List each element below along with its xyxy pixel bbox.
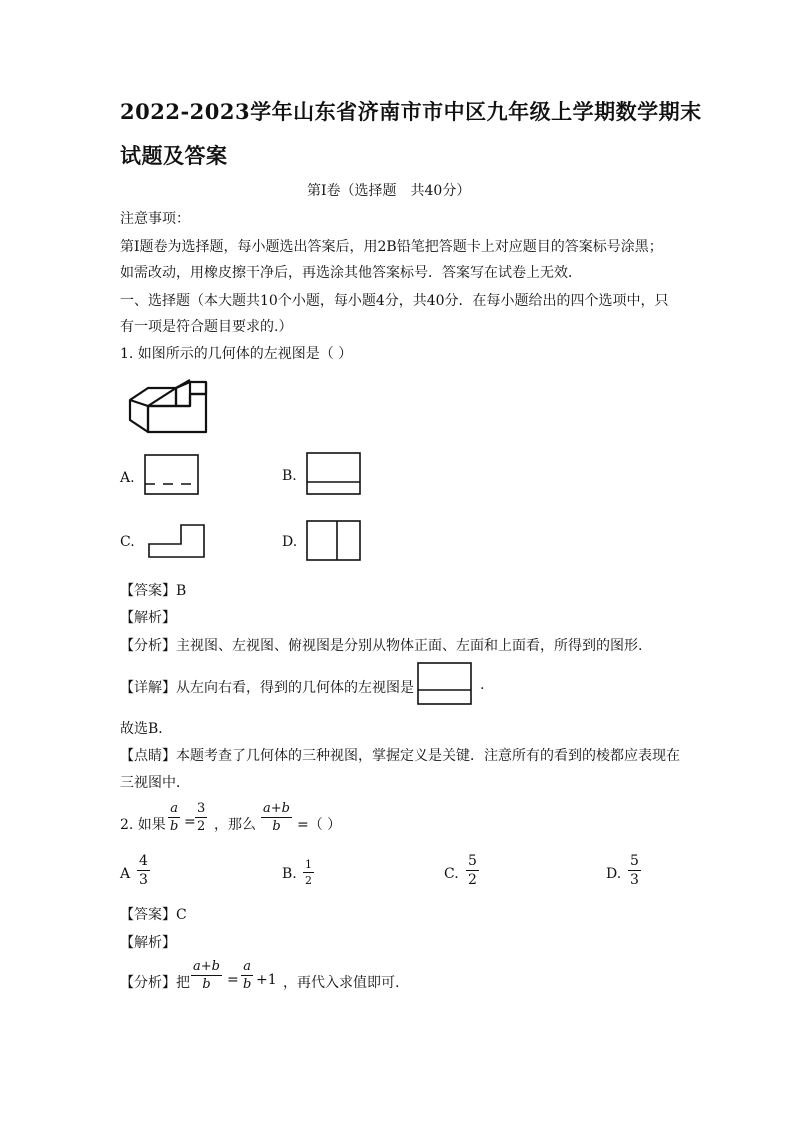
q1-answer-tag: 【答案】 — [120, 583, 176, 599]
q2-frac2-den: 2 — [197, 819, 206, 834]
q2-fenxi-frac1-den: b — [202, 977, 211, 992]
q2-opt-d-num: 5 — [630, 853, 639, 869]
q2-fenxi — [120, 972, 190, 992]
q1-option-c-figure — [148, 524, 206, 558]
q2-opt-b-num: 1 — [305, 858, 312, 871]
q1-option-d-label: D. — [282, 534, 298, 550]
q2-option-d-value — [628, 853, 641, 888]
section-header: 第Ⅰ卷（选择题 共40分） — [307, 183, 471, 199]
q2-fenxi-frac2-den: b — [243, 977, 252, 992]
q1-answer-value: B — [176, 583, 187, 599]
q2-fenxi-plus-one: +1 — [256, 972, 277, 988]
q1-option-b-label: B. — [282, 468, 297, 484]
q1-detail-text: 从左向右看，得到的几何体的左视图是 — [176, 680, 414, 696]
q2-fenxi-frac-apb — [191, 959, 222, 992]
q1-option-c-label: C. — [120, 534, 135, 550]
q2-stem-prefix: 2. 如果 — [120, 817, 166, 833]
q2-opt-a-den: 3 — [139, 872, 148, 888]
q1-answer — [120, 580, 186, 600]
q1-detail-figure — [417, 662, 473, 706]
q1-detail-end: . — [480, 677, 485, 693]
q2-fenxi-suffix: ，再代入求值即可. — [283, 975, 400, 991]
page-title-line2: 试题及答案 — [120, 143, 228, 168]
q2-option-c-value — [466, 853, 479, 888]
q2-option-b-value — [303, 858, 314, 887]
q1-comment-tag: 【点睛】 — [120, 748, 176, 764]
q2-opt-a-num: 4 — [139, 853, 148, 869]
page-title-line1: 2022-2023学年山东省济南市市中区九年级上学期数学期末 — [120, 99, 702, 124]
q1-option-b-figure — [306, 452, 362, 496]
q2-frac3-den: b — [272, 819, 281, 834]
q2-fraction-a-over-b — [168, 801, 180, 834]
q2-fenxi-frac1-num: a+b — [193, 959, 220, 974]
q2-frac3-num: a+b — [263, 801, 290, 816]
q2-fenxi-tag: 【分析】 — [120, 975, 176, 991]
part-line-1: 一、选择题（本大题共10个小题，每小题4分，共40分．在每小题给出的四个选项中，只 — [120, 293, 669, 309]
q2-opt-c-den: 2 — [468, 872, 477, 888]
q2-fenxi-frac-ab — [241, 959, 253, 992]
q1-comment-line2: 三视图中． — [120, 775, 190, 791]
q1-comment — [120, 745, 680, 765]
q2-option-b-label: B. — [282, 866, 297, 882]
q1-option-d-figure — [306, 520, 362, 562]
q2-option-c-label: C. — [444, 866, 459, 882]
q2-fenxi-equals: = — [227, 972, 239, 988]
q2-opt-d-den: 3 — [630, 872, 639, 888]
q2-opt-c-num: 5 — [468, 853, 477, 869]
q1-fenxi-tag: 【分析】 — [120, 638, 176, 654]
notice-line-2: 如需改动，用橡皮擦干净后，再选涂其他答案标号．答案写在试卷上无效． — [120, 265, 582, 281]
part-line-2: 有一项是符合题目要求的.） — [120, 319, 293, 335]
q1-fenxi-text: 主视图、左视图、俯视图是分别从物体正面、左面和上面看，所得到的图形. — [176, 638, 643, 654]
q2-answer-tag: 【答案】 — [120, 907, 176, 923]
notice-line-1: 第Ⅰ题卷为选择题，每小题选出答案后，用2B铅笔把答题卡上对应题目的答案标号涂黑； — [120, 239, 663, 255]
q1-solid-figure — [128, 380, 210, 436]
q2-frac1-num: a — [170, 801, 179, 816]
q2-frac1-den: b — [170, 819, 179, 834]
q1-detail — [120, 677, 414, 697]
q1-conclusion: 故选B． — [120, 721, 173, 737]
q2-answer-value: C — [176, 907, 187, 923]
q2-stem-mid: ，那么 — [214, 817, 256, 833]
q1-analysis-tag: 【解析】 — [120, 610, 176, 626]
notice-title: 注意事项： — [120, 211, 190, 227]
q2-fraction-apb-over-b — [261, 801, 292, 834]
q1-stem: 1. 如图所示的几何体的左视图是（ ） — [120, 346, 353, 362]
q2-opt-b-den: 2 — [305, 874, 312, 887]
q2-equals-1: = — [184, 814, 196, 830]
q1-option-a-label: A. — [120, 470, 135, 486]
q1-comment-line1: 本题考查了几何体的三种视图，掌握定义是关键．注意所有的看到的棱都应表现在 — [176, 748, 680, 764]
q1-option-a-figure — [144, 454, 200, 496]
q1-fenxi — [120, 635, 642, 655]
q2-analysis-tag: 【解析】 — [120, 935, 176, 951]
q2-fenxi-frac2-num: a — [243, 959, 252, 974]
q2-fenxi-prefix: 把 — [176, 975, 190, 991]
q2-frac2-num: 3 — [197, 801, 206, 816]
q2-option-a-value — [137, 853, 150, 888]
q2-option-d-label: D. — [606, 866, 622, 882]
q1-detail-tag: 【详解】 — [120, 680, 176, 696]
q2-option-a-label: A — [120, 866, 131, 882]
q2-fraction-3-2 — [195, 801, 207, 834]
q2-answer — [120, 904, 187, 924]
q2-stem-suffix: =（ ） — [297, 817, 342, 833]
